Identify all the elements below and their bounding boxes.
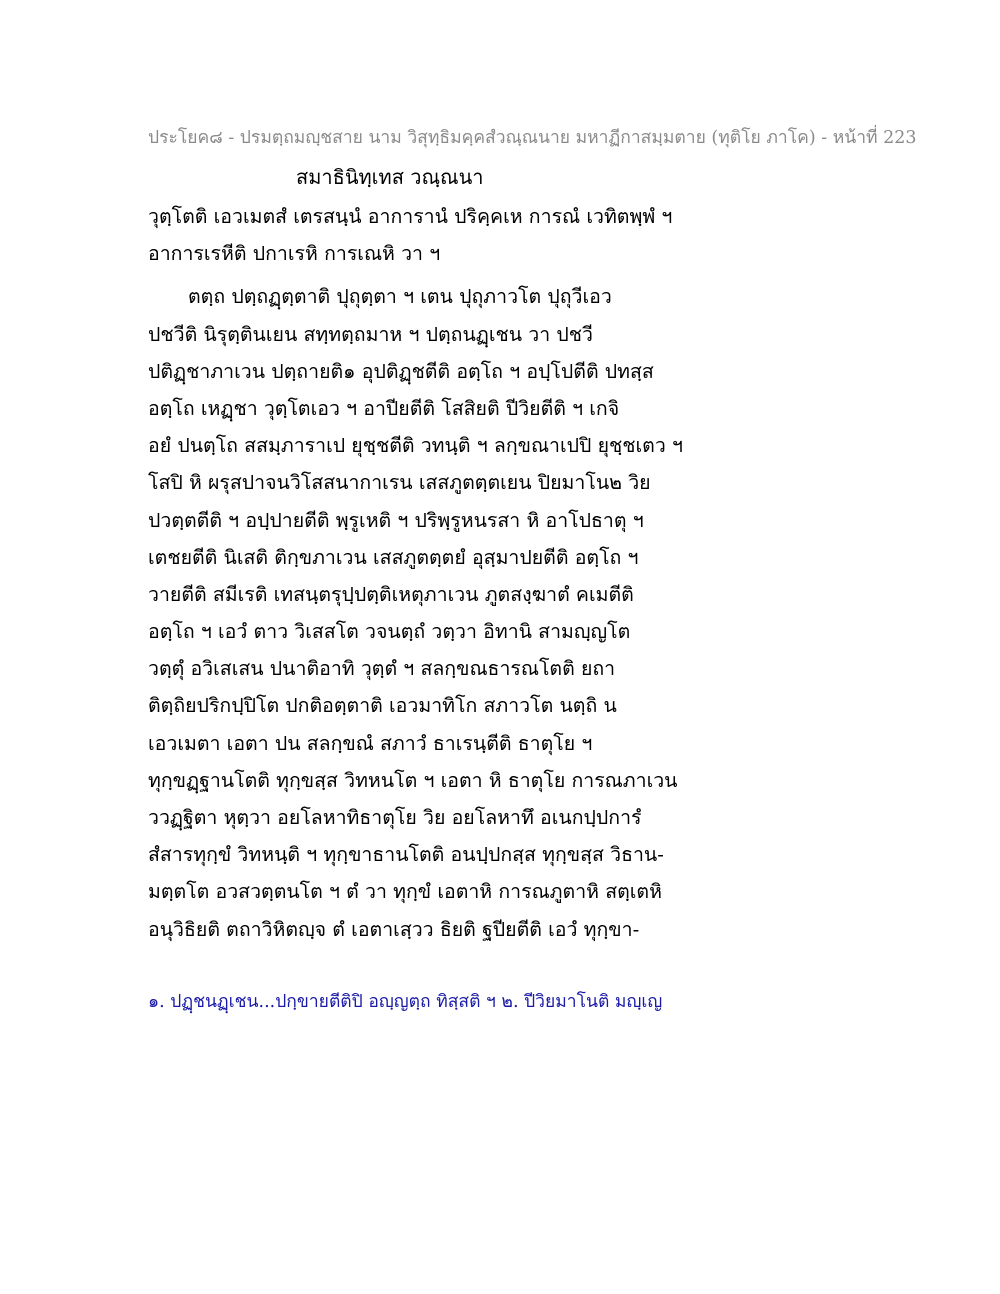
- text-line: วุตฺโตติ เอวเมตสํ เตรสนฺนํ อาการานํ ปริคฺคเห การณํ เวทิตพฺพํ ฯ: [148, 205, 673, 228]
- text-line: ติตฺถิยปริกปฺปิโต ปกติอตฺตาติ เอวมาทิโก สภาวโต นตฺถิ น: [148, 694, 617, 718]
- text-line: อยํ ปนตฺโถ สสมฺภาราเป ยุชฺชตีติ วทนฺติ ฯ ลกฺขณาเปปิ ยุชฺชเตว ฯ: [148, 434, 683, 458]
- text-line: ปวตฺตตีติ ฯ อปฺปายตีติ พฺรูเหติ ฯ ปริพฺรูหนรสา หิ อาโปธาตุ ฯ: [148, 508, 644, 532]
- footnote: ๑. ปฏฺชนฏฺเชน...ปกฺขายตีติปิ อญฺญตฺถ ทิสฺสติ ฯ ๒. ปีวิยมาโนติ มญฺเญ: [148, 992, 663, 1012]
- text-line: ทุกฺขฏฺฐานโตติ ทุกฺขสฺส วิทหนโต ฯ เอตา หิ ธาตุโย การณภาเวน: [148, 768, 678, 792]
- text-line: เตชยตีติ นิเสติ ติกฺขภาเวน เสสภูตตฺตยํ อุสฺมาปยตีติ อตฺโถ ฯ: [148, 545, 639, 569]
- text-line: มตฺตโต อวสวตฺตนโต ฯ ตํ วา ทุกฺขํ เอตาหิ การณภูตาหิ สตฺเตหิ: [148, 880, 662, 904]
- text-line: เอวเมตา เอตา ปน สลกฺขณํ สภาวํ ธาเรนฺตีติ ธาตุโย ฯ: [148, 731, 593, 755]
- text-line: ปติฏฺชาภาเวน ปตฺถายติ๑ อุปติฏฺชตีติ อตฺโถ ฯ อปฺโปตีติ ปทสฺส: [148, 359, 654, 383]
- body-text: [148, 198, 708, 948]
- text-line: สํสารทุกฺขํ วิทหนฺติ ฯ ทุกฺขาธานโตติ อนปฺปกสฺส ทุกฺขสฺส วิธาน-: [148, 843, 664, 867]
- text-line: อาการเรหีติ ปกาเรหิ การเณหิ วา ฯ: [148, 242, 441, 266]
- text-line: อนุวิธิยติ ตถาวิหิตญฺจ ตํ เอตาเสฺวว ธิยติ ฐปียตีติ เอวํ ทุกฺขา-: [148, 917, 640, 941]
- text-line: อตฺโถ เหฏฺชา วุตฺโตเอว ฯ อาปียตีติ โสสิยติ ปีวิยตีติ ฯ เกจิ: [148, 396, 620, 420]
- page-header: ประโยค๘ - ปรมตฺถมญฺชสาย นาม วิสุทฺธิมคฺคสํวณฺณนาย มหาฏีกาสมฺมตาย (ทุติโย ภาโค) - หน้าที่ 223: [148, 128, 917, 148]
- text-line: ววฏฺฐิตา หุตฺวา อยโลหาทิธาตุโย วิย อยโลหาทึ อเนกปฺปการํ: [148, 806, 642, 829]
- text-line: วายตีติ สมีเรติ เทสนฺตรุปฺปตฺติเหตุภาเวน ภูตสงฺฆาตํ คเมตีติ: [148, 582, 634, 606]
- text-line: อตฺโถ ฯ เอวํ ตาว วิเสสโต วจนตฺถํ วตฺวา อิทานิ สามญฺญโต: [148, 620, 631, 644]
- text-line: โสปิ หิ ผรุสปาจนวิโสสนากาเรน เสสภูตตฺตเยน ปิยมาโน๒ วิย: [148, 471, 651, 495]
- section-title: สมาธินิทฺเทส วณฺณนา: [296, 165, 484, 189]
- text-line: ปชวีติ นิรุตฺตินเยน สทฺทตฺถมาห ฯ ปตฺถนฏฺเชน วา ปชวี: [148, 322, 593, 346]
- paragraph-first-line: ตตฺถ ปตฺถฏฺตฺตาติ ปุถุตฺตา ฯ เตน ปุถุภาวโต ปุถุวีเอว: [188, 285, 612, 309]
- text-line: วตฺตุํ อวิเสเสน ปนาติอาทิ วุตฺตํ ฯ สลกฺขณธารณโตติ ยถา: [148, 657, 616, 681]
